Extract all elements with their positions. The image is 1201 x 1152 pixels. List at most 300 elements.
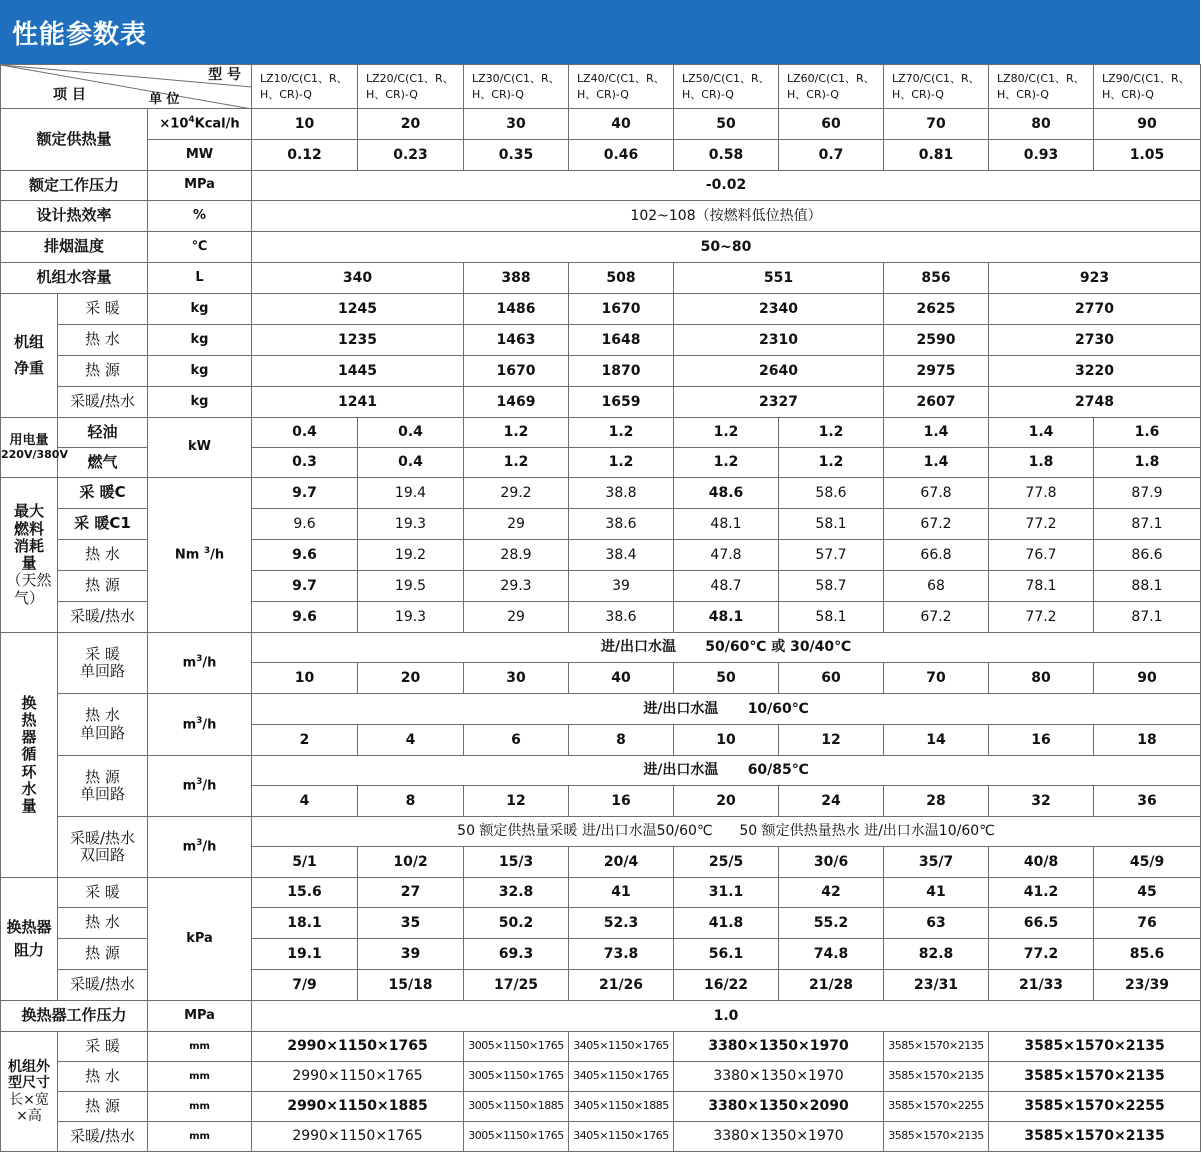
value-cell: 15/18 — [358, 970, 464, 1001]
value-cell: 7/9 — [252, 970, 358, 1001]
unit-cell: % — [148, 201, 252, 232]
model-name: LZ90/C(C1、R、H、CR)-Q — [1094, 65, 1201, 109]
value-cell: 3585×1570×2135 — [989, 1122, 1201, 1152]
row-name: 采暖/热水 — [58, 1122, 148, 1152]
value-cell: 10 — [252, 109, 358, 140]
value-cell: 41 — [569, 878, 674, 908]
row-name: 热 源 — [58, 571, 148, 602]
value-cell: 70 — [884, 109, 989, 140]
value-cell: 50.2 — [464, 908, 569, 939]
value-cell: 77.2 — [989, 939, 1094, 970]
value-cell: 32.8 — [464, 878, 569, 908]
value-cell: 41.2 — [989, 878, 1094, 908]
value-cell: 2340 — [674, 294, 884, 325]
table-row — [1, 232, 1201, 263]
value-cell: 1870 — [569, 356, 674, 387]
value-cell: 2 — [252, 725, 358, 756]
value-cell: 3380×1350×1970 — [674, 1032, 884, 1062]
value-cell: 102~108（按燃料低位热值） — [252, 201, 1201, 232]
value-cell: 1670 — [569, 294, 674, 325]
value-cell: 1.8 — [989, 448, 1094, 478]
row-name: 采暖/热水 双回路 — [58, 817, 148, 878]
row-name: 热 源 — [58, 1092, 148, 1122]
value-cell: 2327 — [674, 387, 884, 418]
value-cell: 1648 — [569, 325, 674, 356]
unit-cell: L — [148, 263, 252, 294]
value-cell: 2625 — [884, 294, 989, 325]
value-cell: 21/33 — [989, 970, 1094, 1001]
value-cell: 3585×1570×2255 — [884, 1092, 989, 1122]
value-cell: 0.93 — [989, 140, 1094, 171]
exhaust-label: 排烟温度 — [1, 232, 148, 263]
unit-cell: kPa — [148, 878, 252, 1001]
unit-cell: mm — [148, 1122, 252, 1152]
value-cell: 2730 — [989, 325, 1201, 356]
value-cell: 35 — [358, 908, 464, 939]
value-cell: 10 — [252, 663, 358, 694]
row-name: 热 水 — [58, 1062, 148, 1092]
value-cell: 17/25 — [464, 970, 569, 1001]
note-cell: 进/出口水温 50/60℃ 或 30/40℃ — [252, 633, 1201, 663]
table-row — [1, 633, 1201, 663]
value-cell: 1.4 — [884, 418, 989, 448]
value-cell: 2975 — [884, 356, 989, 387]
value-cell: 0.4 — [252, 418, 358, 448]
value-cell: 70 — [884, 663, 989, 694]
value-cell: 35/7 — [884, 847, 989, 878]
model-name: LZ60/C(C1、R、H、CR)-Q — [779, 65, 884, 109]
unit-cell: mm — [148, 1062, 252, 1092]
table-row — [1, 1032, 1201, 1062]
water-capacity-label: 机组水容量 — [1, 263, 148, 294]
unit-label: 单 位 — [149, 92, 180, 107]
net-weight-label: 机组 净重 — [1, 294, 58, 418]
table-row — [1, 140, 1201, 171]
table-row — [1, 756, 1201, 786]
value-cell: 1245 — [252, 294, 464, 325]
model-name: LZ80/C(C1、R、H、CR)-Q — [989, 65, 1094, 109]
circulation-label: 换 热 器 循 环 水 量 — [1, 633, 58, 878]
unit-cell: kg — [148, 356, 252, 387]
value-cell: 30 — [464, 109, 569, 140]
value-cell: 2990×1150×1765 — [252, 1032, 464, 1062]
value-cell: 67.2 — [884, 509, 989, 540]
value-cell: 40/8 — [989, 847, 1094, 878]
value-cell: 87.9 — [1094, 478, 1201, 509]
model-name: LZ70/C(C1、R、H、CR)-Q — [884, 65, 989, 109]
value-cell: 0.81 — [884, 140, 989, 171]
note-cell: 进/出口水温 60/85℃ — [252, 756, 1201, 786]
value-cell: 2590 — [884, 325, 989, 356]
value-cell: 12 — [779, 725, 884, 756]
value-cell: 29.3 — [464, 571, 569, 602]
header-corner — [1, 65, 252, 109]
value-cell: 5/1 — [252, 847, 358, 878]
value-cell: 80 — [989, 109, 1094, 140]
value-cell: 16/22 — [674, 970, 779, 1001]
unit-cell: MW — [148, 140, 252, 171]
value-cell: 19.2 — [358, 540, 464, 571]
resistance-label: 换热器 阻力 — [1, 878, 58, 1001]
page-title: 性能参数表 — [12, 19, 148, 50]
value-cell: 82.8 — [884, 939, 989, 970]
value-cell: 19.3 — [358, 509, 464, 540]
row-name: 采 暖 — [58, 1032, 148, 1062]
value-cell: 9.7 — [252, 478, 358, 509]
value-cell: 9.7 — [252, 571, 358, 602]
value-cell: 18 — [1094, 725, 1201, 756]
value-cell: 29 — [464, 509, 569, 540]
unit-cell: kW — [148, 418, 252, 478]
value-cell: 3405×1150×1765 — [569, 1122, 674, 1152]
value-cell: 2310 — [674, 325, 884, 356]
value-cell: 24 — [779, 786, 884, 817]
row-name: 热 水 — [58, 540, 148, 571]
value-cell: 2990×1150×1765 — [252, 1062, 464, 1092]
value-cell: 1.0 — [252, 1001, 1201, 1032]
value-cell: 1670 — [464, 356, 569, 387]
value-cell: 87.1 — [1094, 509, 1201, 540]
table-row — [1, 478, 1201, 509]
title-bar — [0, 0, 1200, 64]
value-cell: 8 — [569, 725, 674, 756]
value-cell: 1.05 — [1094, 140, 1201, 171]
value-cell: 20 — [674, 786, 779, 817]
table-row — [1, 201, 1201, 232]
value-cell: 1.6 — [1094, 418, 1201, 448]
value-cell: 388 — [464, 263, 569, 294]
row-name: 采 暖 — [58, 878, 148, 908]
value-cell: 3585×1570×2135 — [884, 1032, 989, 1062]
value-cell: 3005×1150×1765 — [464, 1032, 569, 1062]
value-cell: 1.4 — [989, 418, 1094, 448]
value-cell: 60 — [779, 109, 884, 140]
table-row — [1, 1062, 1201, 1092]
table-row — [1, 694, 1201, 725]
note-cell: 进/出口水温 10/60℃ — [252, 694, 1201, 725]
hx-pressure-label: 换热器工作压力 — [1, 1001, 148, 1032]
dimensions-label: 机组外 型尺寸 长×宽 ×高 — [1, 1032, 58, 1152]
performance-table — [0, 64, 1201, 1152]
value-cell: 38.6 — [569, 509, 674, 540]
table-row — [1, 171, 1201, 201]
value-cell: 16 — [569, 786, 674, 817]
value-cell: 1.4 — [884, 448, 989, 478]
value-cell: 0.4 — [358, 448, 464, 478]
value-cell: 78.1 — [989, 571, 1094, 602]
value-cell: 57.7 — [779, 540, 884, 571]
value-cell: 77.8 — [989, 478, 1094, 509]
value-cell: 29.2 — [464, 478, 569, 509]
value-cell: 8 — [358, 786, 464, 817]
value-cell: 3005×1150×1885 — [464, 1092, 569, 1122]
table-row — [1, 325, 1201, 356]
row-name: 采 暖C — [58, 478, 148, 509]
value-cell: 45 — [1094, 878, 1201, 908]
value-cell: 38.4 — [569, 540, 674, 571]
value-cell: 76 — [1094, 908, 1201, 939]
value-cell: 30/6 — [779, 847, 884, 878]
value-cell: 1469 — [464, 387, 569, 418]
value-cell: 31.1 — [674, 878, 779, 908]
value-cell: 0.12 — [252, 140, 358, 171]
unit-cell: mm — [148, 1092, 252, 1122]
value-cell: 15/3 — [464, 847, 569, 878]
value-cell: 80 — [989, 663, 1094, 694]
value-cell: 42 — [779, 878, 884, 908]
value-cell: 3585×1570×2135 — [989, 1062, 1201, 1092]
table-row — [1, 263, 1201, 294]
value-cell: 2990×1150×1765 — [252, 1122, 464, 1152]
value-cell: 73.8 — [569, 939, 674, 970]
unit-cell: mm — [148, 1032, 252, 1062]
value-cell: 50 — [674, 109, 779, 140]
value-cell: 3380×1350×1970 — [674, 1062, 884, 1092]
value-cell: -0.02 — [252, 171, 1201, 201]
value-cell: 19.1 — [252, 939, 358, 970]
rated-pressure-label: 额定工作压力 — [1, 171, 148, 201]
value-cell: 21/26 — [569, 970, 674, 1001]
value-cell: 2990×1150×1885 — [252, 1092, 464, 1122]
value-cell: 28.9 — [464, 540, 569, 571]
value-cell: 77.2 — [989, 602, 1094, 633]
unit-cell: $m^3/h$ — [148, 694, 252, 756]
value-cell: 66.8 — [884, 540, 989, 571]
value-cell: 58.6 — [779, 478, 884, 509]
table-row — [1, 1001, 1201, 1032]
value-cell: 3220 — [989, 356, 1201, 387]
value-cell: 14 — [884, 725, 989, 756]
value-cell: 88.1 — [1094, 571, 1201, 602]
unit-cell: ℃ — [148, 232, 252, 263]
value-cell: 1.2 — [569, 448, 674, 478]
value-cell: 10 — [674, 725, 779, 756]
value-cell: 0.35 — [464, 140, 569, 171]
table-row — [1, 817, 1201, 847]
row-name: 热 源 — [58, 939, 148, 970]
row-name: 采 暖C1 — [58, 509, 148, 540]
value-cell: 74.8 — [779, 939, 884, 970]
value-cell: 3585×1570×2135 — [884, 1122, 989, 1152]
unit-cell: kg — [148, 294, 252, 325]
value-cell: 47.8 — [674, 540, 779, 571]
header-row — [1, 65, 1201, 109]
value-cell: 90 — [1094, 663, 1201, 694]
value-cell: 39 — [358, 939, 464, 970]
value-cell: 48.1 — [674, 509, 779, 540]
model-name: LZ30/C(C1、R、H、CR)-Q — [464, 65, 569, 109]
value-cell: 3380×1350×2090 — [674, 1092, 884, 1122]
value-cell: 1.2 — [779, 448, 884, 478]
value-cell: 25/5 — [674, 847, 779, 878]
value-cell: 9.6 — [252, 509, 358, 540]
row-name: 采暖/热水 — [58, 970, 148, 1001]
table-row — [1, 878, 1201, 908]
table-row — [1, 418, 1201, 448]
value-cell: 38.6 — [569, 602, 674, 633]
unit-cell: kg — [148, 325, 252, 356]
efficiency-label: 设计热效率 — [1, 201, 148, 232]
value-cell: 2607 — [884, 387, 989, 418]
value-cell: 30 — [464, 663, 569, 694]
value-cell: 6 — [464, 725, 569, 756]
value-cell: 29 — [464, 602, 569, 633]
unit-cell: kg — [148, 387, 252, 418]
value-cell: 20/4 — [569, 847, 674, 878]
value-cell: 77.2 — [989, 509, 1094, 540]
value-cell: 508 — [569, 263, 674, 294]
value-cell: 20 — [358, 109, 464, 140]
model-name: LZ20/C(C1、R、H、CR)-Q — [358, 65, 464, 109]
value-cell: 1235 — [252, 325, 464, 356]
row-name: 轻油 — [58, 418, 148, 448]
value-cell: 3405×1150×1765 — [569, 1062, 674, 1092]
table-row — [1, 387, 1201, 418]
value-cell: 20 — [358, 663, 464, 694]
table-row — [1, 109, 1201, 140]
value-cell: 4 — [358, 725, 464, 756]
value-cell: 1.2 — [569, 418, 674, 448]
unit-cell: Nm $^3$/h — [148, 478, 252, 633]
value-cell: 923 — [989, 263, 1201, 294]
value-cell: 48.6 — [674, 478, 779, 509]
value-cell: 1.2 — [464, 448, 569, 478]
value-cell: 41.8 — [674, 908, 779, 939]
value-cell: 19.4 — [358, 478, 464, 509]
value-cell: 60 — [779, 663, 884, 694]
row-name: 热 源 单回路 — [58, 756, 148, 817]
table-row — [1, 294, 1201, 325]
value-cell: 0.4 — [358, 418, 464, 448]
row-name: 热 水 — [58, 908, 148, 939]
value-cell: 48.7 — [674, 571, 779, 602]
value-cell: 67.8 — [884, 478, 989, 509]
value-cell: 3005×1150×1765 — [464, 1062, 569, 1092]
unit-cell: $m^3/h$ — [148, 633, 252, 694]
rated-heat-label: 额定供热量 — [1, 109, 148, 171]
value-cell: 87.1 — [1094, 602, 1201, 633]
value-cell: 45/9 — [1094, 847, 1201, 878]
row-name: 采暖/热水 — [58, 602, 148, 633]
value-cell: 85.6 — [1094, 939, 1201, 970]
value-cell: 1463 — [464, 325, 569, 356]
unit-cell: $m^3/h$ — [148, 817, 252, 878]
value-cell: 58.1 — [779, 509, 884, 540]
row-name: 采暖/热水 — [58, 387, 148, 418]
row-name: 采 暖 单回路 — [58, 633, 148, 694]
value-cell: 52.3 — [569, 908, 674, 939]
value-cell: 9.6 — [252, 602, 358, 633]
value-cell: 58.7 — [779, 571, 884, 602]
model-name: LZ50/C(C1、R、H、CR)-Q — [674, 65, 779, 109]
value-cell: 1.8 — [1094, 448, 1201, 478]
value-cell: 69.3 — [464, 939, 569, 970]
value-cell: 3585×1570×2135 — [884, 1062, 989, 1092]
value-cell: 3405×1150×1885 — [569, 1092, 674, 1122]
value-cell: 76.7 — [989, 540, 1094, 571]
value-cell: 40 — [569, 109, 674, 140]
value-cell: 67.2 — [884, 602, 989, 633]
value-cell: 36 — [1094, 786, 1201, 817]
row-name: 采 暖 — [58, 294, 148, 325]
value-cell: 1486 — [464, 294, 569, 325]
model-name: LZ40/C(C1、R、H、CR)-Q — [569, 65, 674, 109]
value-cell: 41 — [884, 878, 989, 908]
value-cell: 21/28 — [779, 970, 884, 1001]
value-cell: 1.2 — [464, 418, 569, 448]
value-cell: 0.7 — [779, 140, 884, 171]
value-cell: 19.5 — [358, 571, 464, 602]
value-cell: 56.1 — [674, 939, 779, 970]
note-cell: 50 额定供热量采暖 进/出口水温50/60℃ 50 额定供热量热水 进/出口水温10/60℃ — [252, 817, 1201, 847]
value-cell: 2640 — [674, 356, 884, 387]
value-cell: 38.8 — [569, 478, 674, 509]
value-cell: 58.1 — [779, 602, 884, 633]
value-cell: 66.5 — [989, 908, 1094, 939]
value-cell: 3005×1150×1765 — [464, 1122, 569, 1152]
unit-cell: MPa — [148, 1001, 252, 1032]
value-cell: 12 — [464, 786, 569, 817]
value-cell: 1659 — [569, 387, 674, 418]
value-cell: 1.2 — [779, 418, 884, 448]
unit-cell: $m^3/h$ — [148, 756, 252, 817]
value-cell: 0.46 — [569, 140, 674, 171]
value-cell: 2770 — [989, 294, 1201, 325]
value-cell: 27 — [358, 878, 464, 908]
table-row — [1, 1092, 1201, 1122]
model-label: 型 号 — [208, 67, 242, 83]
value-cell: 3585×1570×2135 — [989, 1032, 1201, 1062]
value-cell: 9.6 — [252, 540, 358, 571]
row-name: 燃气 — [58, 448, 148, 478]
item-label: 项 目 — [53, 87, 86, 103]
value-cell: 0.58 — [674, 140, 779, 171]
value-cell: 23/39 — [1094, 970, 1201, 1001]
value-cell: 18.1 — [252, 908, 358, 939]
value-cell: 50 — [674, 663, 779, 694]
value-cell: 856 — [884, 263, 989, 294]
unit-cell: MPa — [148, 171, 252, 201]
value-cell: 1241 — [252, 387, 464, 418]
value-cell: 2748 — [989, 387, 1201, 418]
value-cell: 0.23 — [358, 140, 464, 171]
value-cell: 0.3 — [252, 448, 358, 478]
model-name: LZ10/C(C1、R、H、CR)-Q — [252, 65, 358, 109]
value-cell: 1445 — [252, 356, 464, 387]
power-label: 用电量 220V/380V — [1, 418, 58, 478]
unit-cell: $\times 10^4Kcal/h$ — [148, 109, 252, 140]
value-cell: 10/2 — [358, 847, 464, 878]
value-cell: 1.2 — [674, 448, 779, 478]
fuel-consumption-label: 最大 燃料 消耗 量 （天然 气） — [1, 478, 58, 633]
table-row — [1, 356, 1201, 387]
value-cell: 3405×1150×1765 — [569, 1032, 674, 1062]
value-cell: 86.6 — [1094, 540, 1201, 571]
value-cell: 340 — [252, 263, 464, 294]
row-name: 热 水 单回路 — [58, 694, 148, 756]
value-cell: 39 — [569, 571, 674, 602]
value-cell: 48.1 — [674, 602, 779, 633]
value-cell: 55.2 — [779, 908, 884, 939]
value-cell: 15.6 — [252, 878, 358, 908]
value-cell: 4 — [252, 786, 358, 817]
table-row — [1, 1122, 1201, 1152]
value-cell: 50~80 — [252, 232, 1201, 263]
value-cell: 32 — [989, 786, 1094, 817]
value-cell: 16 — [989, 725, 1094, 756]
value-cell: 90 — [1094, 109, 1201, 140]
value-cell: 28 — [884, 786, 989, 817]
